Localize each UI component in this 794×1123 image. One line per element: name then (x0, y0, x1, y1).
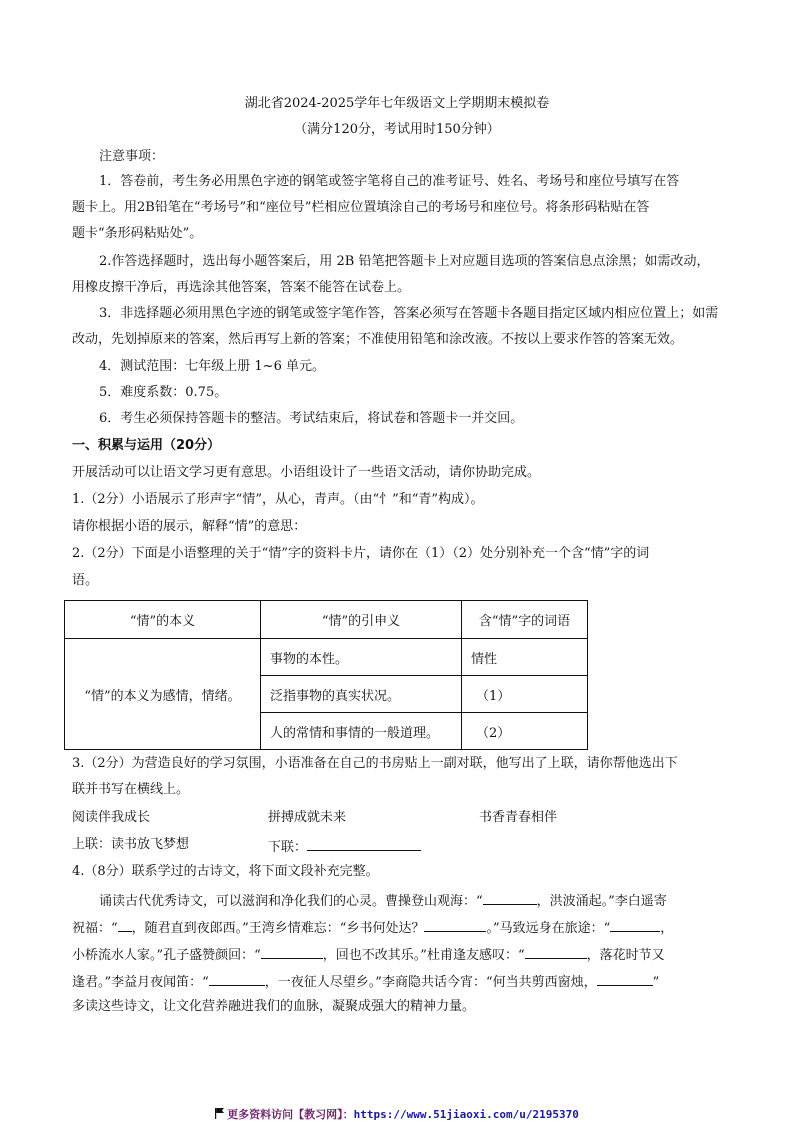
table-header-cell: “情”的引申义 (261, 601, 462, 639)
option-c: 书香青春相伴 (479, 810, 558, 825)
option-b: 拼搏成就未来 (268, 810, 347, 825)
question-3-line-2: 联并书写在横线上。 (72, 782, 190, 797)
table-header-row (65, 601, 588, 639)
q4-text: ，一夜征人尽望乡。”李商隐共话今宵：“何当共剪西窗烛， (264, 975, 597, 990)
q4-text: ” (652, 975, 660, 990)
extended-meaning-cell: 人的常情和事情的一般道理。 (261, 713, 462, 750)
note-1-line-3: 题卡“条形码粘贴处”。 (72, 226, 203, 241)
q4-paragraph-line-2 (72, 917, 722, 938)
question-1-line-1: 1.（2分）小语展示了形声字“情”，从心，青声。（由“忄”和“青”构成）。 (72, 492, 484, 507)
flag-icon (215, 1108, 224, 1122)
extended-meaning-cell: 泛指事物的真实状况。 (261, 676, 462, 713)
note-2-line-1: 2.作答选择题时，选出每小题答案后，用 2B 铅笔把答题卡上对应题目选项的答案信息点涂黑；如需改动， (99, 254, 710, 269)
question-3-line-1: 3.（2分）为营造良好的学习氛围，小语准备在自己的书房贴上一副对联，他写出了上联，请你帮他选出下 (72, 756, 678, 771)
section-1-heading: 一、积累与运用（20分） (72, 438, 221, 453)
q4-paragraph-line-3 (72, 944, 722, 965)
poem-blank[interactable] (525, 944, 587, 959)
table-header-cell: 含“情”字的词语 (462, 601, 588, 639)
original-meaning-cell: “情”的本义为感情，情绪。 (65, 639, 261, 750)
note-1-line-1: 1．答卷前，考生务必用黑色字迹的钢笔或签字笔将自己的准考证号、姓名、考场号和座位号填写在答 (99, 174, 680, 189)
q4-text: 逢君。”李益月夜闻笛：“ (72, 975, 209, 990)
table-row (65, 639, 588, 676)
table-header-cell: “情”的本义 (65, 601, 261, 639)
couplet-upper: 上联：读书放飞梦想 (72, 837, 190, 852)
question-2-line-1: 2.（2分）下面是小语整理的关于“情”字的资料卡片，请你在（1）（2）处分别补充一个含“情”字的词 (72, 546, 650, 561)
q4-text: ，洪波涌起。”李白遥寄 (536, 894, 667, 909)
q4-text: ，随君直到夜郎西。”王湾乡情难忘：“乡书何处达？ (131, 921, 425, 936)
couplet-answer-blank[interactable] (307, 836, 421, 851)
couplet-lower-label: 下联： (268, 840, 308, 855)
extended-meaning-cell: 事物的本性。 (261, 639, 462, 676)
q4-text: 小桥流水人家。”孔子盛赞颜回：“ (72, 948, 261, 963)
qing-info-table (64, 600, 588, 750)
exam-title: 湖北省2024-2025学年七年级语文上学期期末模拟卷 (244, 96, 550, 111)
poem-blank[interactable] (424, 917, 486, 932)
q4-paragraph-line-4 (72, 971, 722, 992)
q4-paragraph-line-1 (99, 890, 749, 911)
exam-subtitle: （满分120分，考试用时150分钟） (294, 122, 500, 137)
answer-slot-2[interactable]: （2） (462, 713, 588, 750)
q4-text: ， (660, 921, 674, 936)
question-2-line-2: 语。 (72, 573, 99, 588)
note-2-line-2: 用橡皮擦干净后，再选涂其他答案，答案不能答在试卷上。 (72, 280, 411, 295)
footer-text: 更多资料访问【教习网】： (227, 1108, 354, 1121)
poem-blank[interactable] (261, 944, 323, 959)
poem-blank[interactable] (610, 917, 660, 932)
note-3-line-1: 3．非选择题必须用黑色字迹的钢笔或签字笔作答，答案必须写在答题卡各题目指定区域内相应位置上；如需 (99, 306, 719, 321)
note-1-line-2: 题卡上。用2B铅笔在“考场号”和“座位号”栏相应位置填涂自己的考场号和座位号。将条形码粘贴在答 (72, 200, 650, 215)
q4-text: 祝福：“ (72, 921, 118, 936)
note-3-line-2: 改动，先划掉原来的答案，然后再写上新的答案；不准使用铅笔和涂改液。不按以上要求作答的答案无效。 (72, 332, 684, 347)
option-a: 阅读伴我成长 (72, 810, 151, 825)
q4-paragraph-line-5: 多读这些诗文，让文化营养融进我们的血脉，凝聚成强大的精神力量。 (72, 999, 476, 1014)
notes-heading: 注意事项： (99, 149, 165, 164)
q4-text: ，回也不改其乐。”杜甫逢友感叹：“ (322, 948, 525, 963)
q4-text: 。”马致远身在旅途：“ (486, 921, 611, 936)
note-5: 5．难度系数：0.75。 (99, 385, 228, 400)
footer-link[interactable] (0, 1106, 794, 1122)
question-1-line-2: 请你根据小语的展示，解释“情”的意思： (72, 519, 307, 534)
poem-blank[interactable] (483, 890, 537, 905)
note-6: 6．考生必须保持答题卡的整洁。考试结束后，将试卷和答题卡一并交回。 (99, 411, 524, 426)
couplet-lower (268, 836, 421, 857)
q4-text: ，落花时节又 (586, 948, 665, 963)
q4-text: 诵读古代优秀诗文，可以滋润和净化我们的心灵。曹操登山观海：“ (99, 894, 483, 909)
answer-slot-1[interactable]: （1） (462, 676, 588, 713)
question-4-line-1: 4.（8分）联系学过的古诗文，将下面文段补充完整。 (72, 864, 379, 879)
footer-url[interactable]: https://www.51jiaoxi.com/u/2195370 (353, 1108, 579, 1121)
word-cell: 情性 (462, 639, 588, 676)
poem-blank[interactable] (597, 971, 653, 986)
poem-blank[interactable] (209, 971, 265, 986)
section-1-intro: 开展活动可以让语文学习更有意思。小语组设计了一些语文活动，请你协助完成。 (72, 465, 541, 480)
poem-blank[interactable] (118, 917, 132, 932)
note-4: 4．测试范围：七年级上册 1~6 单元。 (99, 359, 325, 374)
